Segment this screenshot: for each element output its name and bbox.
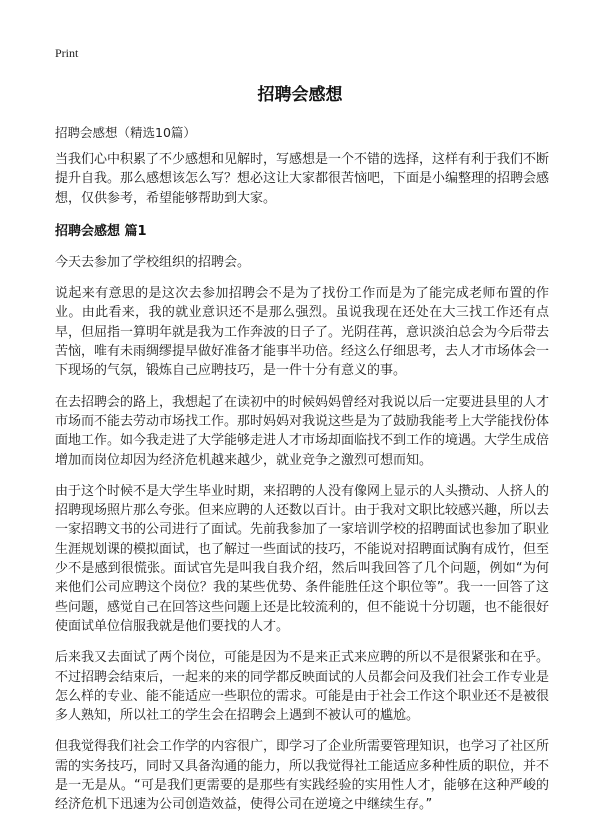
article-body <box>55 150 549 827</box>
section-heading: 招聘会感想 篇1 <box>55 223 147 239</box>
paragraph: 今天去参加了学校组织的招聘会。 <box>55 254 251 270</box>
paragraph: 后来我又去面试了两个岗位，可能是因为不是来正式来应聘的所以不是很紧张和在乎。不过招聘会结束后，一起来的来的同学都反映面试的人员都会问及我们社会工作专业是怎么样的专业、能不能适应一些职位的需求。可能是由于社会工作这个职业还不是被很多人熟知，所以社工的学生会在招聘会上遇到不被认可的尴尬。 <box>55 650 550 724</box>
paragraph: 说起来有意思的是这次去参加招聘会不是为了找份工作而是为了能完成老师布置的作业。由此看来，我的就业意识还不是那么强烈。虽说我现在还处在大三找工作还有点早，但屈指一算明年就是我为工作奔波的日子了。光阴荏苒，意识淡泊总会为今后带去苦恼，唯有未雨绸缪提早做好准备才能事半功倍。经这么仔细思考，去人才市场体会一下现场的气氛，锻炼自己应聘技巧，是一件十分有意义的事。 <box>55 286 550 379</box>
print-link[interactable]: Print <box>55 46 79 60</box>
subtitle: 招聘会感想（精选10篇） <box>55 125 196 140</box>
paragraph: 由于这个时候不是大学生毕业时期，来招聘的人没有像网上显示的人头攒动、人挤人的招聘现场照片那么夸张。但来应聘的人还数以百计。由于我对文职比较感兴趣，所以去一家招聘文书的公司进行了面试。先前我参加了一家培训学校的招聘面试也参加了职业生涯规划课的模拟面试，也了解过一些面试的技巧，不能说对招聘面试胸有成竹，但至少不是感到很慌张。面试官先是叫我自我介绍，然后叫我回答了几个问题，例如“为何来他们公司应聘这个岗位？我的某些优势、条件能胜任这个职位等”。我一一回答了这些问题，感觉自己在回答这些问题上还是比较流利的，但不能说十分切题，也不能很好使面试单位信服我就是他们要找的人才。 <box>55 483 550 634</box>
paragraph: 在去招聘会的路上，我想起了在读初中的时候妈妈曾经对我说以后一定要进县里的人才市场而不能去劳动市场找工作。那时妈妈对我说这些是为了鼓励我能考上大学能找份体面地工作。如今我走进了大学能够走进人才市场却面临找不到工作的境遇。大学生成倍增加而岗位却因为经济危机越来越少，就业竞争之激烈可想而知。 <box>55 394 550 468</box>
page-title: 招聘会感想 <box>257 85 343 105</box>
intro-paragraph: 当我们心中积累了不少感想和见解时，写感想是一个不错的选择，这样有利于我们不断提升自我。那么感想该怎么写？想必这让大家都很苦恼吧，下面是小编整理的招聘会感想，仅供参考，希望能够帮助到大家。 <box>55 152 550 206</box>
paragraph: 但我觉得我们社会工作学的内容很广，即学习了企业所需要管理知识，也学习了社区所需的实务技巧，同时又具备沟通的能力，所以我觉得社工能适应多种性质的职位，并不是一无是从。“可是我们更需要的是那些有实践经验的实用性人才，能够在这种严峻的经济危机下迅速为公司创造效益，使得公司在逆境之中继续生存。” <box>55 739 550 813</box>
